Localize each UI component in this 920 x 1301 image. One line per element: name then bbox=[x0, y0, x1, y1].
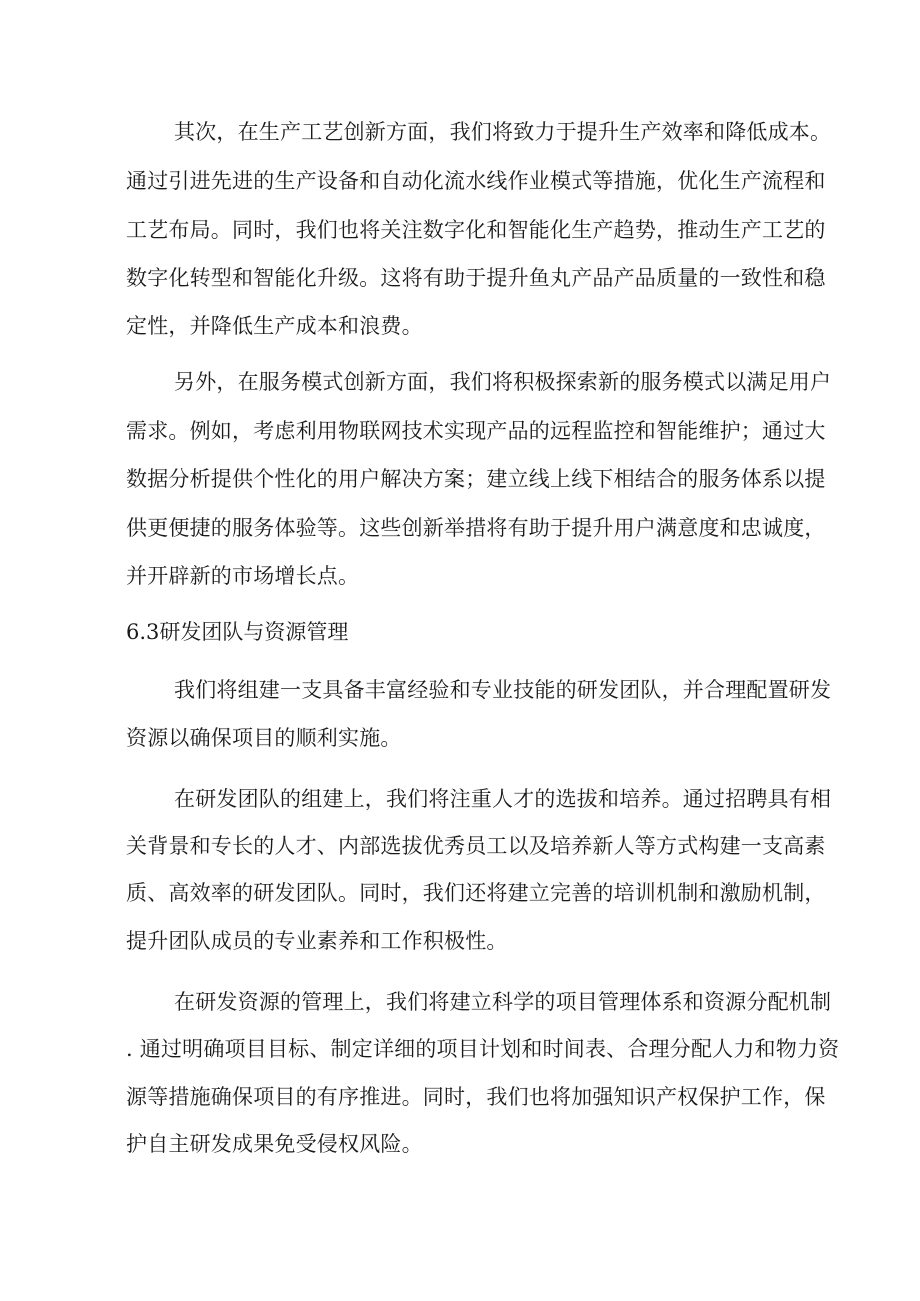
paragraph-line: 我们将组建一支具备丰富经验和专业技能的研发团队，并合理配置研发 bbox=[174, 678, 832, 702]
paragraph-line: 资源以确保项目的顺利实施。 bbox=[126, 726, 402, 750]
paragraph-line: 其次，在生产工艺创新方面，我们将致力于提升生产效率和降低成本。 bbox=[174, 120, 832, 144]
paragraph-line: 质、高效率的研发团队。同时，我们还将建立完善的培训机制和激励机制， bbox=[126, 881, 826, 905]
paragraph-line: 源等措施确保项目的有序推进。同时，我们也将加强知识产权保护工作，保 bbox=[126, 1085, 826, 1109]
paragraph-line: 工艺布局。同时，我们也将关注数字化和智能化生产趋势，推动生产工艺的 bbox=[126, 218, 826, 242]
paragraph-line: 数据分析提供个性化的用户解决方案；建立线上线下相结合的服务体系以提 bbox=[126, 467, 826, 491]
paragraph-line: 护自主研发成果免受侵权风险。 bbox=[126, 1132, 423, 1156]
paragraph-line: 提升团队成员的专业素养和工作积极性。 bbox=[126, 929, 508, 953]
paragraph-line: 在研发资源的管理上，我们将建立科学的项目管理体系和资源分配机制 bbox=[174, 990, 832, 1014]
section-heading: 6.3研发团队与资源管理 bbox=[126, 620, 349, 644]
paragraph-line: 在研发团队的组建上，我们将注重人才的选拔和培养。通过招聘具有相 bbox=[174, 787, 832, 811]
paragraph-line: 需求。例如，考虑利用物联网技术实现产品的远程监控和智能维护；通过大 bbox=[126, 419, 826, 443]
paragraph-line: 定性，并降低生产成本和浪费。 bbox=[126, 314, 423, 338]
paragraph-line: 另外，在服务模式创新方面，我们将积极探索新的服务模式以满足用户 bbox=[174, 370, 832, 394]
paragraph-line: 供更便捷的服务体验等。这些创新举措将有助于提升用户满意度和忠诚度， bbox=[126, 516, 826, 540]
paragraph-line: 并开辟新的市场增长点。 bbox=[126, 564, 360, 588]
paragraph-line: 通过引进先进的生产设备和自动化流水线作业模式等措施，优化生产流程和 bbox=[126, 169, 826, 193]
paragraph-line: . 通过明确项目目标、制定详细的项目计划和时间表、合理分配人力和物力资 bbox=[126, 1037, 840, 1061]
paragraph-line: 数字化转型和智能化升级。这将有助于提升鱼丸产品产品质量的一致性和稳 bbox=[126, 266, 826, 290]
paragraph-line: 关背景和专长的人才、内部选拔优秀员工以及培养新人等方式构建一支高素 bbox=[126, 834, 826, 858]
